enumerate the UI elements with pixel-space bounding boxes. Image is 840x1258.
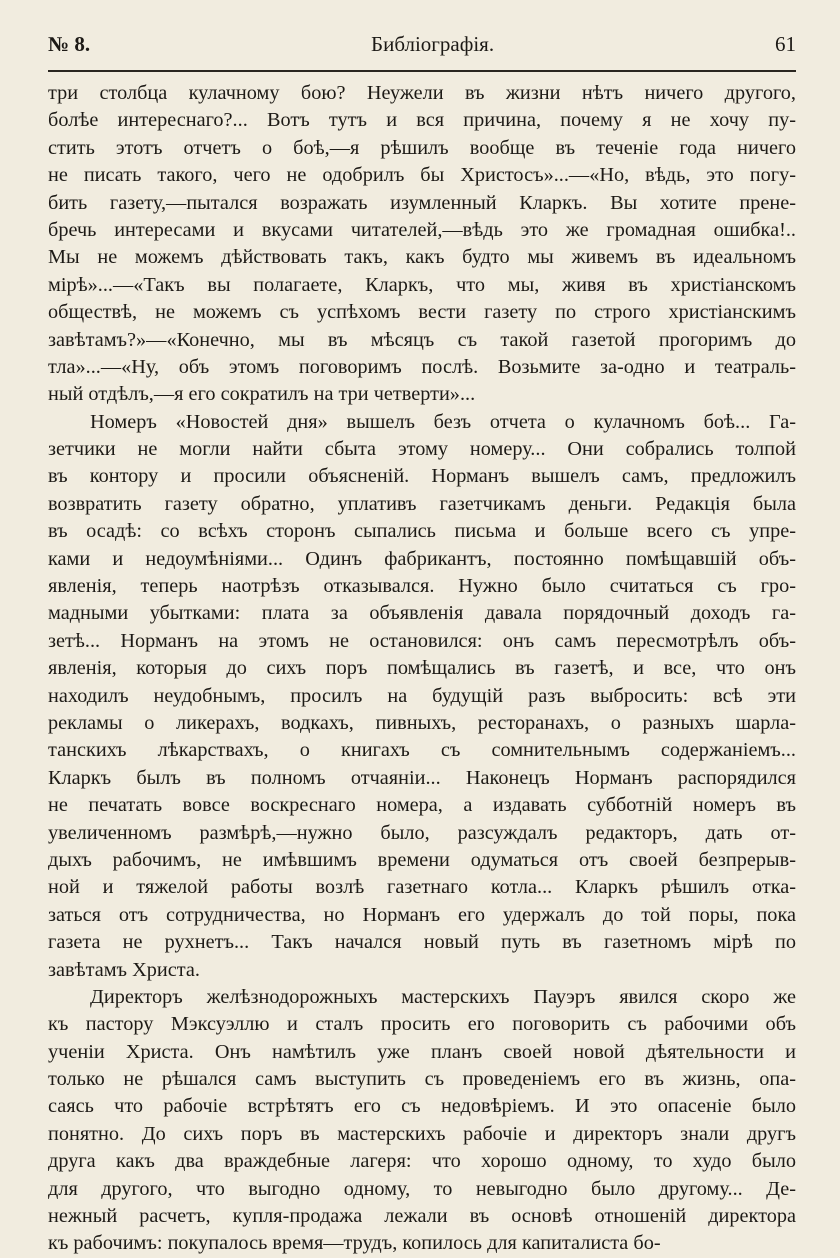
text-line: тла»...—«Ну, объ этомъ поговоримъ послѣ. Возьмите за-одно и театраль- [48,355,796,378]
text-line: стить этотъ отчетъ о боѣ,—я рѣшилъ вообще въ теченіе года ничего [48,136,796,159]
text-line: ной и тяжелой работы возлѣ газетнаго котла... Кларкъ рѣшилъ отка- [48,876,796,899]
text-line: завѣтамъ Христа. [48,958,200,981]
paragraph [48,409,796,984]
text-line: заться отъ сотрудничества, но Норманъ его удержалъ до той поры, пока [48,903,796,926]
text-line: мірѣ»...—«Такъ вы полагаете, Кларкъ, что мы, живя въ христіанскомъ [48,273,796,296]
text-line: рекламы о ликерахъ, водкахъ, пивныхъ, ресторанахъ, о разныхъ шарла- [48,711,796,734]
running-header [48,26,796,62]
text-line: саясь что рабочіе встрѣтятъ его съ недовѣріемъ. И это опасеніе было [48,1095,796,1118]
section-title: Библіографія. [371,31,495,56]
text-line: находилъ неудобнымъ, просилъ на будущій разъ выбросить: всѣ эти [48,684,796,707]
text-line: Директоръ желѣзнодорожныхъ мастерскихъ Пауэръ явился скоро же [90,985,796,1008]
text-line: нежный расчетъ, купля-продажа лежали въ основѣ отношеній директора [48,1205,796,1228]
page-number: 61 [774,31,796,56]
text-line: Мы не можемъ дѣйствовать такъ, какъ будто мы живемъ въ идеальномъ [48,246,796,269]
header-rule [48,70,796,72]
text-line: обществѣ, не можемъ съ успѣхомъ вести газету по строго христіанскимъ [48,301,796,324]
text-line: ками и недоумѣніями... Одинъ фабрикантъ, постоянно помѣщавшій объ- [48,547,796,570]
text-line: ученіи Христа. Онъ намѣтилъ уже планъ своей новой дѣятельности и [48,1040,796,1063]
text-line: ный отдѣлъ,—я его сократилъ на три четверти»... [48,383,476,406]
issue-number: № 8. [48,31,91,56]
text-line: газета не рухнетъ... Такъ начался новый путь въ газетномъ мірѣ по [48,931,796,954]
paragraph [48,80,796,409]
body-text [48,80,796,1258]
text-line: только не рѣшался самъ выступить съ проведеніемъ его въ жизнь, опа- [48,1068,796,1091]
paragraph [48,984,796,1258]
text-line: для другого, что выгодно одному, то невыгодно было другому... Де- [48,1177,796,1200]
text-line: бить газету,—пытался возражать изумленный Кларкъ. Вы хотите прене- [48,191,796,214]
text-line: мадными убытками: плата за объявленія давала порядочный доходъ га- [48,602,796,625]
text-line: увеличенномъ размѣрѣ,—нужно было, разсуждалъ редакторъ, дать от- [48,821,796,844]
text-line: въ контору и просили объясненій. Норманъ вышелъ самъ, предложилъ [48,465,796,488]
text-line: явленія, которыя до сихъ поръ помѣщались въ газетѣ, и все, что онъ [48,657,796,680]
text-line: зетѣ... Норманъ на этомъ не остановился: онъ самъ пересмотрѣлъ объ- [48,629,796,652]
text-line: болѣе интереснаго?... Вотъ тутъ и вся причина, почему я не хочу пу- [48,109,796,132]
text-line: возвратить газету обратно, уплативъ газетчикамъ деньги. Редакція была [48,492,796,515]
text-line: Номеръ «Новостей дня» вышелъ безъ отчета о кулачномъ боѣ... Га- [90,410,796,433]
text-line: друга какъ два враждебные лагеря: что хорошо одному, то худо было [48,1150,796,1173]
text-line: къ рабочимъ: покупалось время—трудъ, копилось для капиталиста бо- [48,1232,661,1255]
text-line: явленія, теперь наотрѣзъ отказывался. Нужно было считаться съ гро- [48,575,796,598]
text-line: дыхъ рабочимъ, не имѣвшимъ времени одуматься отъ своей безпрерыв- [48,848,796,871]
text-line: не писать такого, чего не одобрилъ бы Христосъ»...—«Но, вѣдь, это погу- [48,164,796,187]
text-line: три столбца кулачному бою? Неужели въ жизни нѣтъ ничего другого, [48,82,796,104]
text-line: завѣтамъ?»—«Конечно, мы въ мѣсяцъ съ такой газетой прогоримъ до [48,328,796,351]
text-line: понятно. До сихъ поръ въ мастерскихъ рабочіе и директоръ знали другъ [48,1122,796,1145]
text-line: не печатать вовсе воскреснаго номера, а издавать субботній номеръ въ [48,794,796,817]
text-line: танскихъ лѣкарствахъ, о книгахъ съ сомнительнымъ содержаніемъ... [48,739,796,762]
text-line: бречь интересами и вкусами читателей,—вѣдь это же громадная ошибка!.. [48,218,796,241]
text-line: къ пастору Мэксуэллю и сталъ просить его поговорить съ рабочими объ [48,1013,796,1036]
text-line: зетчики не могли найти сбыта этому номеру... Они собрались толпой [48,438,796,461]
text-line: Кларкъ былъ въ полномъ отчаяніи... Наконецъ Норманъ распорядился [48,766,796,789]
text-line: въ осадѣ: со всѣхъ сторонъ сыпались письма и больше всего съ упре- [48,520,796,543]
